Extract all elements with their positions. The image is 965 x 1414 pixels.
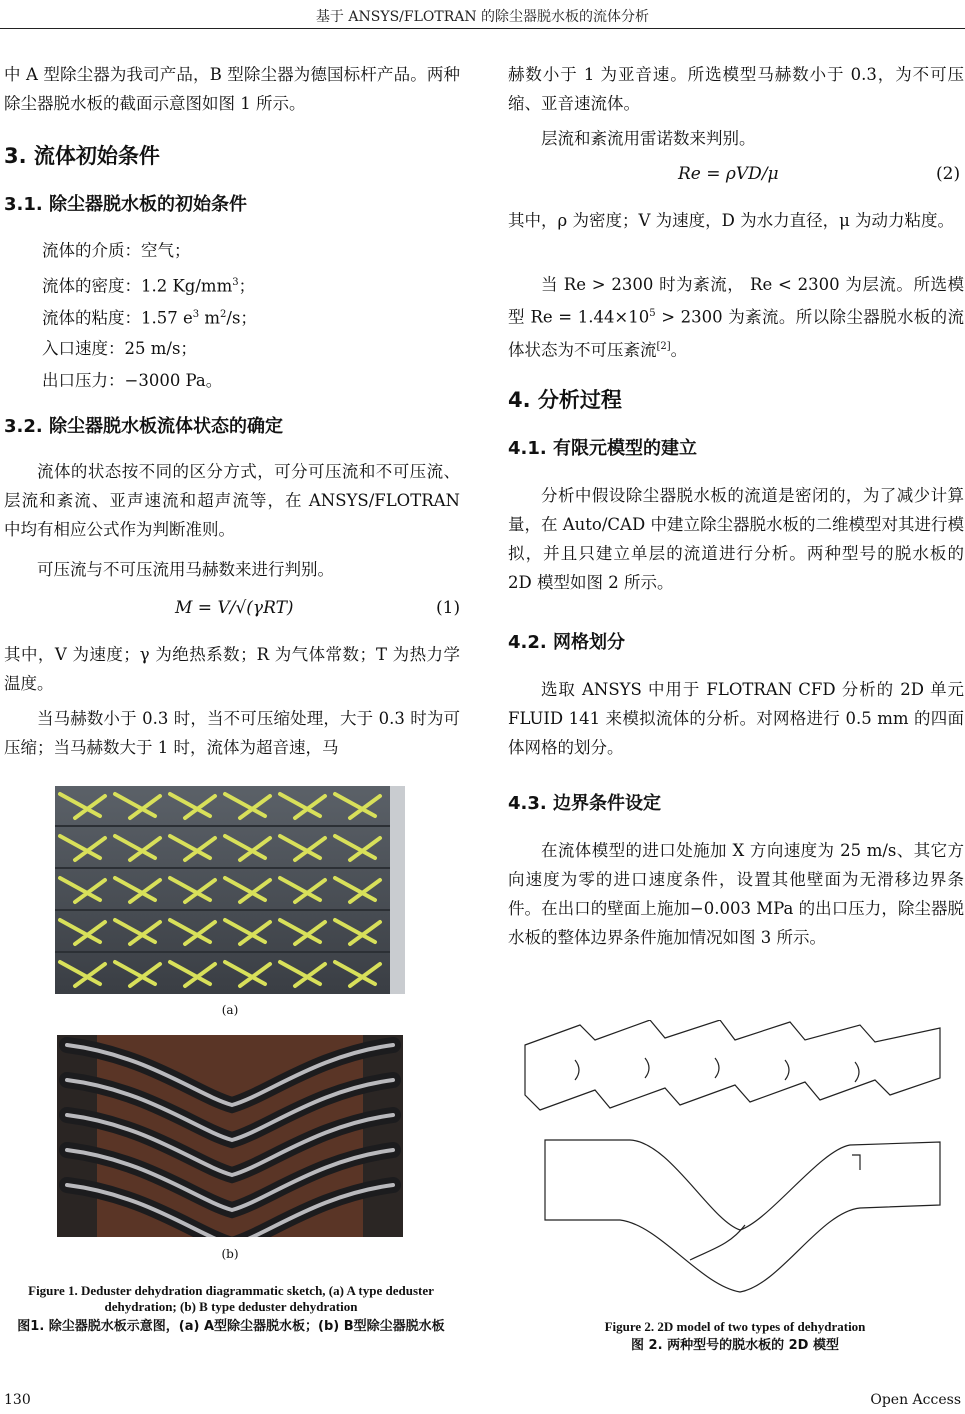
section-3-heading: 3. 流体初始条件 (4, 144, 160, 168)
running-header: 基于 ANSYS/FLOTRAN 的除尘器脱水板的流体分析 (315, 9, 650, 25)
mach-conclusion-paragraph: 赫数小于 1 为亚音速。所选模型马赫数小于 0.3，为不可压缩、亚音速流体。 (508, 65, 964, 113)
intro-paragraph: 中 A 型除尘器为我司产品，B 型除尘器为德国标杆产品。两种除尘器脱水板的截面示意图如图 1 所示。 (4, 65, 460, 113)
page-number: 130 (4, 1392, 31, 1408)
open-access-label: Open Access (870, 1392, 961, 1408)
section-4-1-heading: 4.1. 有限元模型的建立 (508, 438, 697, 459)
reynolds-variables-paragraph: 其中，ρ 为密度；V 为速度，D 为水力直径，μ 为动力粘度。 (508, 211, 955, 230)
mach-intro-paragraph: 可压流与不可压流用马赫数来进行判别。 (37, 560, 334, 579)
figure-1a-label: (a) (221, 1003, 239, 1017)
figure-1b-label: (b) (221, 1247, 239, 1261)
mesh-paragraph: 选取 ANSYS 中用于 FLOTRAN CFD 分析的 2D 单元 FLUID 141 来模拟流体的分析。对网格进行 0.5 mm 的四面体网格的划分。 (508, 680, 964, 757)
section-3-2-heading: 3.2. 除尘器脱水板流体状态的确定 (4, 416, 283, 437)
condition-viscosity: 流体的粘度：1.57 $e^3$ $m^2/s$； (42, 308, 257, 328)
figure-2-caption-en: Figure 2. 2D model of two types of dehydration (604, 1319, 866, 1334)
figure-1b-image (57, 1035, 403, 1237)
section-3-1-heading: 3.1. 除尘器脱水板的初始条件 (4, 194, 247, 215)
mach-threshold-paragraph: 当马赫数小于 0.3 时，当不可压缩处理，大于 0.3 时为可压缩；当马赫数大于 1 时，流体为超音速，马 (4, 709, 460, 757)
figure-1-caption-zh: 图1. 除尘器脱水板示意图，(a) A型除尘器脱水板；(b) B型除尘器脱水板 (17, 1319, 445, 1334)
condition-inlet-velocity: 入口速度：25 m/s； (42, 339, 197, 358)
figure-2-caption-zh: 图 2. 两种型号的脱水板的 2D 模型 (631, 1338, 839, 1353)
boundary-paragraph: 在流体模型的进口处施加 X 方向速度为 25 m/s、其它方向速度为零的进口速度条件，设置其他壁面为无滑移边界条件。在出口的壁面上施加−0.003 MPa 的出口压力，除尘器脱水板的整体边界条件施加情况如图 3 所示。 (508, 841, 964, 947)
mach-variables-paragraph: 其中，V 为速度；γ 为绝热系数；R 为气体常数；T 为热力学温度。 (4, 645, 460, 693)
section-4-3-heading: 4.3. 边界条件设定 (508, 793, 661, 814)
reynolds-result-paragraph: 当 Re > 2300 时为紊流， Re < 2300 为层流。所选模型 $Re = 1.44\times 10^5 > 2300$ 为紊流。所以除尘器脱水板的流体状态为不可压紊流[2]。 (508, 275, 964, 359)
equation-2-number: (2) (936, 164, 961, 184)
equation-1: M = V/√(γRT) (175, 598, 294, 618)
figure-2-image (520, 1020, 960, 1310)
condition-medium: 流体的介质：空气； (42, 241, 191, 260)
condition-density: 流体的密度：1.2 $Kg/mm^3$； (42, 276, 256, 296)
equation-1-number: (1) (436, 598, 461, 618)
figure-1a-image (55, 786, 405, 994)
reynolds-intro-paragraph: 层流和紊流用雷诺数来判别。 (541, 129, 756, 148)
header-divider (0, 28, 965, 29)
model-paragraph: 分析中假设除尘器脱水板的流道是密闭的，为了减少计算量，在 Auto/CAD 中建立除尘器脱水板的二维模型对其进行模拟，并且只建立单层的流道进行分析。两种型号的脱水板的 2D 模型如图 2 所示。 (508, 486, 964, 592)
section-4-2-heading: 4.2. 网格划分 (508, 632, 625, 653)
section-4-heading: 4. 分析过程 (508, 388, 622, 412)
flow-state-paragraph: 流体的状态按不同的区分方式，可分可压流和不可压流、层流和紊流、亚声速流和超声流等，在 ANSYS/FLOTRAN 中均有相应公式作为判断准则。 (4, 462, 460, 539)
equation-2: Re = ρVD/μ (678, 164, 779, 184)
figure-1-caption-en: Figure 1. Deduster dehydration diagrammatic sketch, (a) A type deduster dehydration; (b) B type deduster dehydration (28, 1283, 434, 1314)
condition-outlet-pressure: 出口压力：−3000 Pa。 (42, 371, 223, 390)
